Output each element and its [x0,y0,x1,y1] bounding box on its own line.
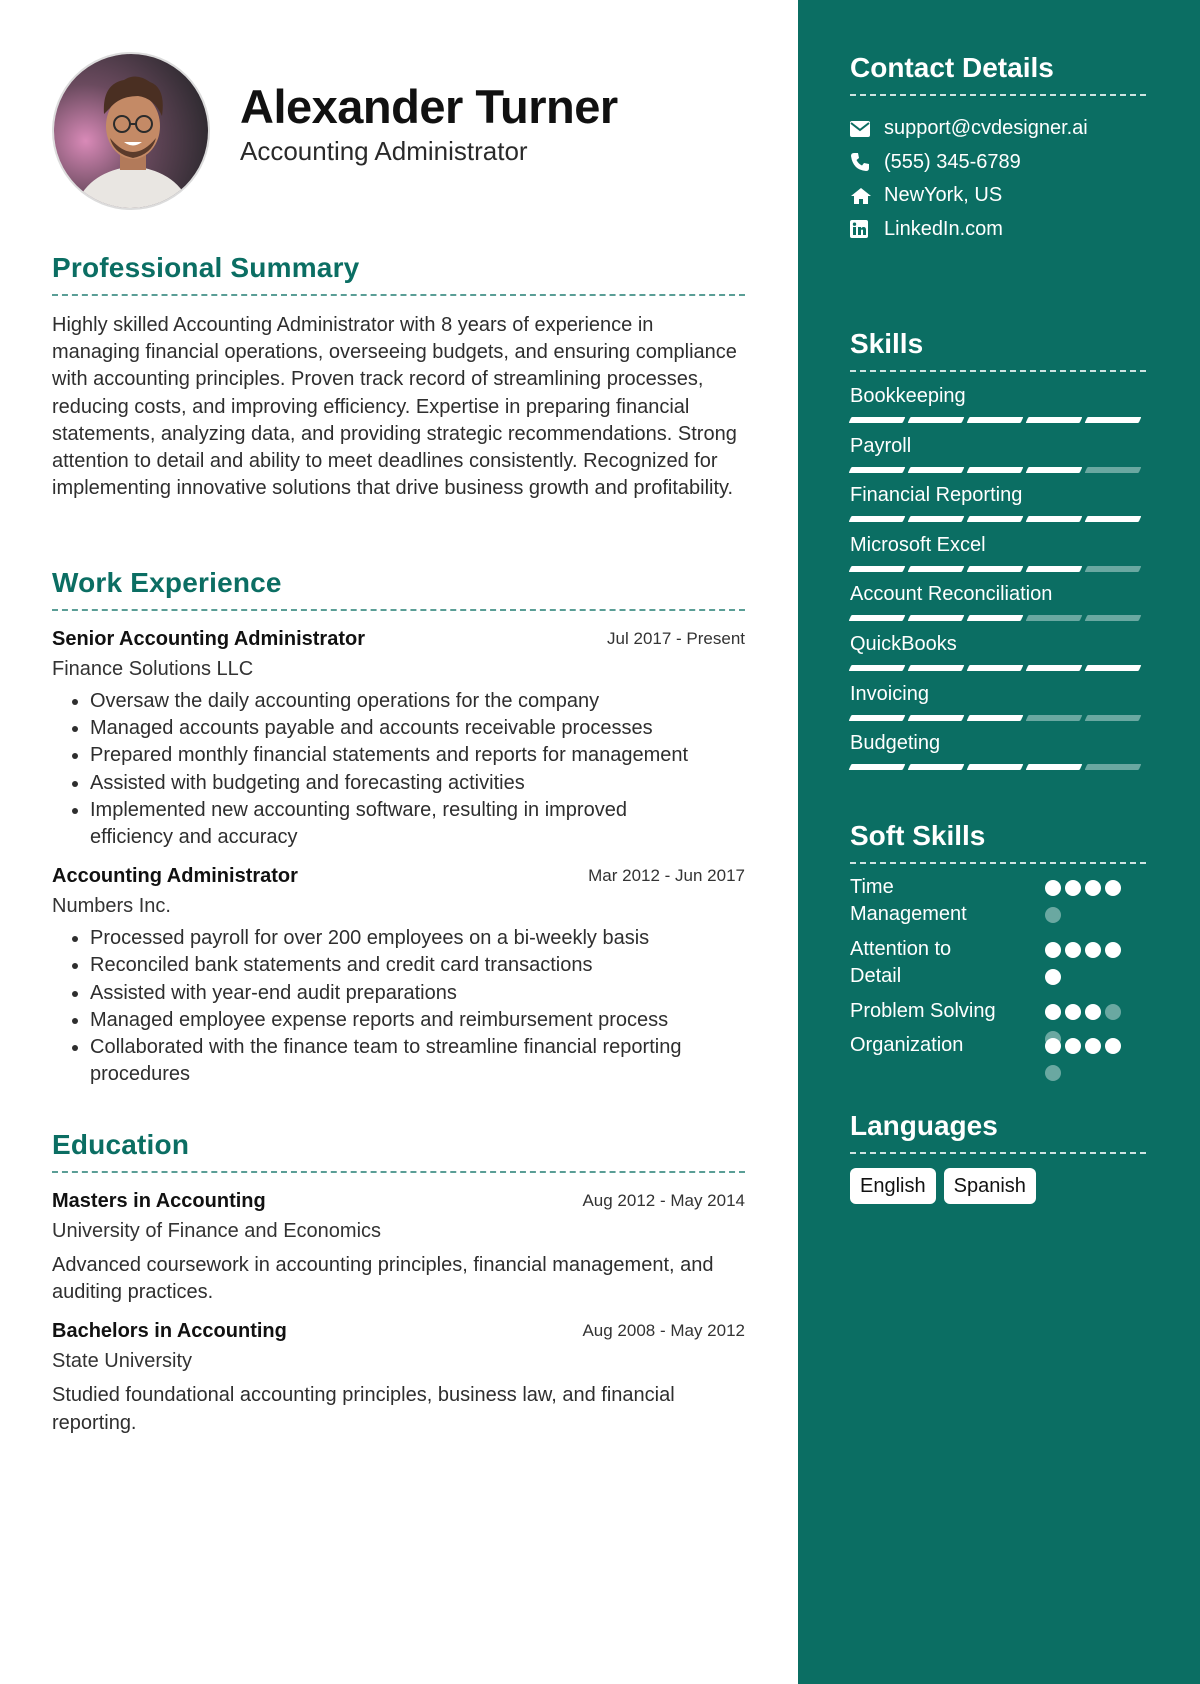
education-description: Studied foundational accounting principles, business law, and financial reporting. [52,1384,675,1434]
section-divider [850,1152,1146,1154]
job-bullet: • Collaborated with the finance team to streamline financial reporting procedures [90,1034,745,1088]
rating-segment-filled [1026,417,1083,423]
soft-skill-item [850,1032,1146,1088]
rating-dot-filled [1045,1004,1061,1020]
rating-segment-filled [1026,665,1083,671]
rating-segment-filled [849,715,906,721]
rating-segment-filled [908,715,965,721]
rating-segment-filled [1026,764,1083,770]
rating-segment-filled [908,665,965,671]
contact-phone[interactable] [850,146,1146,180]
rating-dot-filled [1065,942,1081,958]
skill-rating-bar [850,715,1146,721]
contact-location-text: NewYork, US [884,184,1003,207]
work-experience-section [52,567,745,1088]
candidate-name: Alexander Turner [240,80,618,133]
contact-linkedin[interactable] [850,213,1146,247]
contact-linkedin-text: LinkedIn.com [884,217,1003,240]
rating-dot-empty [1045,1065,1061,1081]
soft-skill-item [850,998,1146,1032]
skill-item [850,422,1146,472]
soft-skill-name: Attention to Detail [850,938,952,987]
rating-segment-filled [967,764,1024,770]
section-divider [52,1171,745,1173]
profile-photo [52,52,210,210]
skill-name: Financial Reporting [850,484,1023,507]
rating-segment-filled [1085,516,1142,522]
rating-segment-filled [967,417,1024,423]
rating-segment-filled [908,566,965,572]
rating-segment-filled [908,417,965,423]
section-divider [52,294,745,296]
rating-segment-filled [849,665,906,671]
education-dates: Aug 2012 - May 2014 [582,1191,745,1210]
job-bullet: • Processed payroll for over 200 employees on a bi-weekly basis [90,925,745,952]
contact-section [850,52,1146,246]
rating-dot-empty [1045,907,1061,923]
rating-segment-filled [1085,665,1142,671]
section-heading: Professional Summary [52,252,360,283]
skill-name: Budgeting [850,732,941,755]
education-description: Advanced coursework in accounting principles, financial management, and auditing practices. [52,1254,714,1304]
job-bullet: • Oversaw the daily accounting operations for the company [90,688,745,715]
rating-segment-filled [849,467,906,473]
job-bullet: • Prepared monthly financial statements and reports for management [90,742,745,769]
resume-header [52,52,745,212]
soft-skill-rating [1045,1038,1129,1092]
rating-dot-filled [1085,1038,1101,1054]
education-entry [52,1320,745,1436]
school-name: University of Finance and Economics [52,1220,382,1242]
skills-section [850,328,1146,769]
skill-item [850,719,1146,769]
school-name: State University [52,1350,193,1373]
degree-title: Bachelors in Accounting [52,1320,287,1343]
job-dates: Mar 2012 - Jun 2017 [588,866,745,886]
rating-dot-filled [1105,1038,1121,1054]
rating-segment-empty [1085,566,1142,572]
sidebar-heading: Languages [850,1110,998,1141]
rating-segment-filled [849,417,906,423]
summary-text: Highly skilled Accounting Administrator with 8 years of experience in managing financial operations, overseeing budgets, and ensuring compliance with accounting principles. Proven track record of streamlining processes, reducing costs, and improving efficiency. Expertise in preparing financial statements, analyzing data, and providing strategic recommendations. Strong attention to detail and ability to meet deadlines consistently. Recognized for implementing innovative solutions that drive business growth and profitability. [52,314,737,500]
rating-segment-empty [1026,615,1083,621]
education-section [52,1129,745,1437]
soft-skills-list [850,874,1146,1088]
rating-dot-empty [1105,1004,1121,1020]
envelope-icon [850,121,884,137]
education-dates: Aug 2008 - May 2012 [582,1321,745,1341]
rating-dot-filled [1105,942,1121,958]
skill-item [850,471,1146,521]
contact-email[interactable] [850,112,1146,146]
degree-title: Masters in Accounting [52,1190,266,1212]
candidate-title: Accounting Administrator [240,136,528,166]
rating-dot-filled [1045,880,1061,896]
job-entry [52,628,745,851]
education-entry [52,1190,745,1306]
contact-phone-text: (555) 345-6789 [884,150,1021,173]
rating-segment-filled [908,764,965,770]
soft-skill-name: Time Management [850,876,967,925]
rating-dot-filled [1065,1004,1081,1020]
soft-skill-name: Problem Solving [850,1000,996,1022]
rating-segment-filled [967,715,1024,721]
linkedin-icon [850,220,884,238]
contact-email-text: support@cvdesigner.ai [884,117,1088,140]
skill-rating-bar [850,467,1146,473]
job-title: Accounting Administrator [52,865,298,888]
sidebar-heading: Skills [850,328,924,359]
skill-name: Microsoft Excel [850,533,986,556]
skill-name: Invoicing [850,682,929,705]
skill-rating-bar [850,615,1146,621]
rating-dot-filled [1085,1004,1101,1020]
rating-segment-filled [967,467,1024,473]
section-divider [850,94,1146,96]
job-bullet: • Implemented new accounting software, resulting in improved efficiency and accuracy [90,797,745,851]
skill-name: QuickBooks [850,632,957,655]
rating-dot-filled [1045,969,1061,985]
rating-dot-filled [1105,880,1121,896]
job-entry [52,865,745,1088]
section-divider [52,609,745,611]
job-bullet: • Managed employee expense reports and reimbursement process [90,1007,745,1034]
skill-item [850,570,1146,620]
rating-segment-filled [967,516,1024,522]
skill-name: Bookkeeping [850,385,966,407]
professional-summary-section [52,252,745,502]
job-company: Finance Solutions LLC [52,658,254,680]
rating-dot-filled [1045,942,1061,958]
language-tag: Spanish [944,1168,1036,1204]
rating-segment-filled [1026,467,1083,473]
skill-rating-bar [850,566,1146,572]
job-bullet: • Reconciled bank statements and credit card transactions [90,952,745,979]
rating-segment-empty [1085,715,1142,721]
section-divider [850,862,1146,864]
skills-list [850,372,1146,769]
languages-section [850,1110,1146,1204]
rating-dot-filled [1065,880,1081,896]
job-bullet: • Assisted with budgeting and forecasting activities [90,770,745,797]
job-bullets [52,688,745,851]
rating-segment-filled [849,566,906,572]
sidebar-heading: Soft Skills [850,820,986,851]
soft-skills-section [850,820,1146,1088]
rating-segment-filled [967,615,1024,621]
contact-location [850,179,1146,213]
soft-skill-rating [1045,942,1129,996]
soft-skill-item [850,874,1146,936]
home-icon [850,187,884,205]
skill-rating-bar [850,516,1146,522]
skill-rating-bar [850,764,1146,770]
rating-segment-empty [1085,615,1142,621]
skill-name: Account Reconciliation [850,583,1053,606]
job-bullet: • Managed accounts payable and accounts receivable processes [90,715,745,742]
rating-dot-filled [1065,1038,1081,1054]
rating-segment-filled [908,516,965,522]
rating-segment-filled [849,615,906,621]
rating-segment-filled [1026,516,1083,522]
job-dates: Jul 2017 - Present [607,629,745,648]
rating-segment-filled [967,665,1024,671]
rating-segment-filled [908,467,965,473]
skill-name: Payroll [850,434,912,457]
rating-segment-filled [849,764,906,770]
rating-dot-filled [1085,942,1101,958]
rating-segment-filled [849,516,906,522]
job-bullets [52,925,745,1088]
rating-segment-filled [1026,566,1083,572]
rating-segment-filled [967,566,1024,572]
language-list [850,1168,1146,1204]
language-tag: English [850,1168,936,1204]
section-heading: Education [52,1129,190,1160]
skill-rating-bar [850,665,1146,671]
sidebar-heading: Contact Details [850,52,1054,83]
rating-segment-empty [1026,715,1083,721]
soft-skill-name: Organization [850,1034,964,1056]
skill-rating-bar [850,417,1146,423]
rating-dot-filled [1045,1038,1061,1054]
rating-segment-filled [908,615,965,621]
skill-item [850,670,1146,720]
job-title: Senior Accounting Administrator [52,628,365,650]
rating-dot-filled [1085,880,1101,896]
skill-item [850,372,1146,422]
rating-segment-empty [1085,467,1142,473]
soft-skill-rating [1045,880,1129,934]
phone-icon [850,152,884,172]
section-heading: Work Experience [52,567,282,598]
job-bullet: • Assisted with year-end audit preparations [90,980,745,1007]
job-company: Numbers Inc. [52,895,171,918]
sidebar [798,0,1200,1684]
soft-skill-item [850,936,1146,998]
skill-item [850,521,1146,571]
rating-segment-empty [1085,764,1142,770]
rating-segment-filled [1085,417,1142,423]
skill-item [850,620,1146,670]
